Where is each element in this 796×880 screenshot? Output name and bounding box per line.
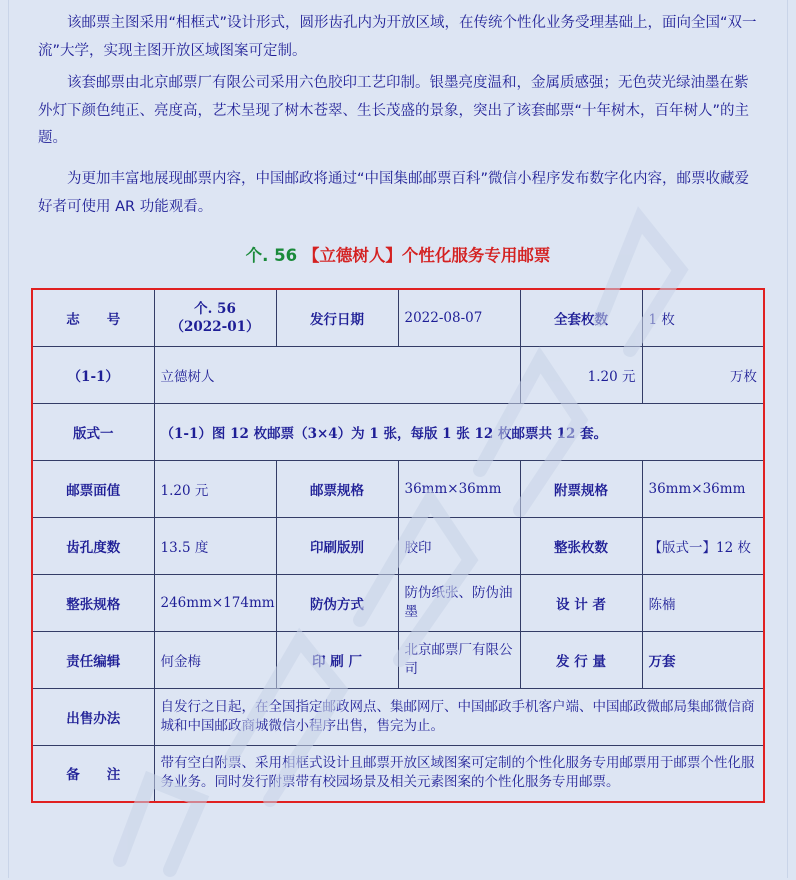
stamp-unit: 万枚 — [642, 346, 764, 403]
label-attach-size: 附票规格 — [520, 460, 642, 517]
anti-counterfeit-value: 防伪纸张、防伪油墨 — [398, 574, 520, 631]
zhihao-line2: （2022-01） — [170, 318, 260, 335]
editor-value: 何金梅 — [154, 631, 276, 688]
label-remarks: 备 注 — [32, 745, 154, 802]
stamp-title-prefix: 个. 56 — [245, 246, 298, 265]
label-stamp-size: 邮票规格 — [276, 460, 398, 517]
printer-value: 北京邮票厂有限公司 — [398, 631, 520, 688]
label-perforation: 齿孔度数 — [32, 517, 154, 574]
label-issue-date: 发行日期 — [276, 289, 398, 346]
issue-quantity-value: 万套 — [642, 631, 764, 688]
stamp-code: （1-1） — [32, 346, 154, 403]
table-row — [32, 403, 764, 460]
label-designer: 设 计 者 — [520, 574, 642, 631]
label-anti-counterfeit: 防伪方式 — [276, 574, 398, 631]
sheet-count-value: 【版式一】12 枚 — [642, 517, 764, 574]
set-count-value: 1 枚 — [642, 289, 764, 346]
table-row — [32, 289, 764, 346]
perforation-value: 13.5 度 — [154, 517, 276, 574]
sheet-size-value: 246mm×174mm — [154, 574, 276, 631]
label-printer: 印 刷 厂 — [276, 631, 398, 688]
designer-value: 陈楠 — [642, 574, 764, 631]
intro-paragraph-3: 为更加丰富地展现邮票内容，中国邮政将通过“中国集邮邮票百科”微信小程序发布数字化内容，邮票收藏爱好者可使用 AR 功能观看。 — [38, 171, 750, 215]
layout-1-desc: （1-1）图 12 枚邮票（3×4）为 1 张，每版 1 张 12 枚邮票共 12 套。 — [154, 403, 764, 460]
face-value: 1.20 元 — [154, 460, 276, 517]
zhihao-line1: 个. 56 — [194, 300, 236, 317]
stamp-size-value: 36mm×36mm — [398, 460, 520, 517]
table-row — [32, 745, 764, 802]
label-sheet-count: 整张枚数 — [520, 517, 642, 574]
label-sheet-size: 整张规格 — [32, 574, 154, 631]
issue-date-value: 2022-08-07 — [398, 289, 520, 346]
table-row — [32, 631, 764, 688]
label-face-value: 邮票面值 — [32, 460, 154, 517]
table-row — [32, 460, 764, 517]
label-print-method: 印刷版别 — [276, 517, 398, 574]
zhihao-value — [154, 289, 276, 346]
table-row — [32, 346, 764, 403]
intro-paragraph-1: 该邮票主图采用“相框式”设计形式，圆形齿孔内为开放区域，在传统个性化业务受理基础上，面向全国“双一流”大学，实现主图开放区域图案可定制。 — [38, 15, 757, 59]
intro-paragraph-2: 该套邮票由北京邮票厂有限公司采用六色胶印工艺印制。银墨亮度温和，金属质感强；无色荧光绿油墨在紫外灯下颜色纯正、亮度高，艺术呈现了树木苍翠、生长茂盛的景象，突出了该套邮票“十年树木，百年树人”的主题。 — [38, 75, 750, 146]
attach-size-value: 36mm×36mm — [642, 460, 764, 517]
stamp-value: 1.20 元 — [520, 346, 642, 403]
table-row — [32, 574, 764, 631]
table-row — [32, 517, 764, 574]
label-editor: 责任编辑 — [32, 631, 154, 688]
label-zhihao: 志 号 — [32, 289, 154, 346]
label-set-count: 全套枚数 — [520, 289, 642, 346]
stamp-name: 立德树人 — [154, 346, 520, 403]
stamp-title — [0, 242, 796, 266]
stamp-title-main: 【立德树人】个性化服务专用邮票 — [302, 246, 551, 265]
label-sales-method: 出售办法 — [32, 688, 154, 745]
table-row — [32, 688, 764, 745]
print-method-value: 胶印 — [398, 517, 520, 574]
remarks-text: 带有空白附票、采用相框式设计且邮票开放区域图案可定制的个性化服务专用邮票用于邮票个性化服务业务。同时发行附票带有校园场景及相关元素图案的个性化服务专用邮票。 — [154, 745, 764, 802]
sales-method-text: 自发行之日起，在全国指定邮政网点、集邮网厅、中国邮政手机客户端、中国邮政微邮局集邮微信商城和中国邮政商城微信小程序出售，售完为止。 — [154, 688, 764, 745]
label-layout-1: 版式一 — [32, 403, 154, 460]
stamp-info-table — [31, 288, 765, 803]
label-issue-quantity: 发 行 量 — [520, 631, 642, 688]
